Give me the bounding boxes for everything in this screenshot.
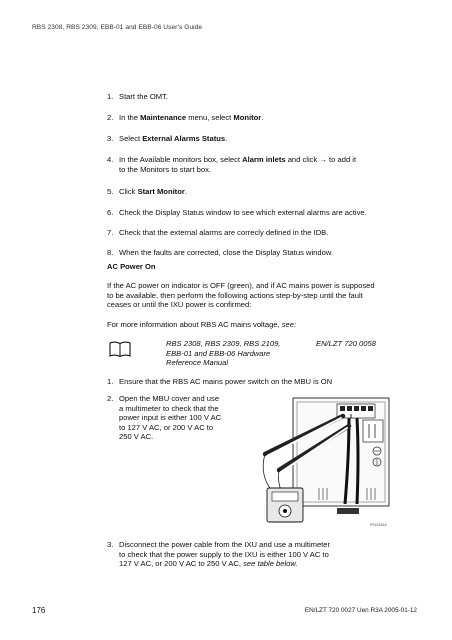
step-line [119, 187, 419, 197]
step-text [119, 248, 419, 258]
step-segment: When the faults are corrected, close the Display Status window. [119, 248, 333, 257]
step-line [119, 134, 419, 144]
step-open-mbu-cover [0, 394, 290, 454]
section-paragraph [107, 281, 427, 310]
step-line [119, 155, 419, 165]
step-line [119, 165, 419, 175]
reference-intro-see: see: [281, 320, 297, 329]
step-text [119, 113, 419, 123]
step-number: 2. [107, 113, 114, 122]
step-segment: Start the OMT. [119, 92, 168, 101]
step-ui-term: Monitor [233, 113, 262, 122]
step-number: 4. [107, 155, 114, 164]
step-number: 3. [107, 540, 114, 549]
step-item [0, 92, 452, 114]
step-line [119, 113, 419, 123]
step-item [0, 134, 452, 156]
step-line: power input is either 100 V AC [119, 413, 222, 423]
step-number: 7. [107, 228, 114, 237]
step-text [119, 208, 419, 218]
step-item [0, 248, 452, 270]
step-ui-term: Start Monitor [137, 187, 185, 196]
step-mbu-switch [0, 377, 452, 389]
reference-title [166, 339, 280, 368]
reference-doc-number: EN/LZT 720 0058 [316, 339, 376, 348]
multimeter-illustration [259, 396, 393, 528]
paragraph-line: to be available, then perform the following actions step-by-step until the fault [107, 290, 363, 300]
document-id: EN/LZT 720 0027 Uen R3A 2005-01-12 [304, 607, 417, 614]
step-line: 250 V AC. [119, 432, 154, 442]
step-line: to check that the power supply to the IXU is either 100 V AC to [119, 549, 329, 559]
step-text [119, 228, 419, 238]
step-text [119, 155, 419, 174]
page-number: 176 [32, 606, 46, 615]
step-segment: . [261, 113, 264, 122]
manual-book-icon [109, 341, 131, 358]
step-ui-term: Alarm inlets [242, 155, 286, 164]
step-item [0, 113, 452, 135]
step-number: 2. [107, 394, 114, 403]
step-item [0, 187, 452, 209]
running-header: RBS 2308, RBS 2309, EBB-01 and EBB-06 User’s Guide [32, 24, 203, 31]
step-segment: to the Monitors to start box. [119, 164, 212, 174]
step-ui-term: Maintenance [140, 113, 187, 122]
step-text: Ensure that the RBS AC mains power switch on the MBU is ON [119, 377, 333, 386]
paragraph-line: If the AC power on indicator is OFF (green), and if AC mains power is supposed [107, 281, 375, 290]
step-number: 3. [107, 134, 114, 143]
step-segment: . [184, 187, 187, 196]
step-segment: menu, select [186, 113, 234, 122]
step-line [119, 92, 419, 102]
paragraph-line: ceases or until the IXU power is confirmed: [107, 300, 252, 310]
step-line-see-table: see table below. [243, 559, 298, 569]
step-segment: Check that the external alarms are correcly defined in the IDB. [119, 228, 329, 237]
step-line [119, 248, 419, 258]
step-line [119, 208, 419, 218]
step-item [0, 228, 452, 250]
reference-intro [107, 320, 296, 330]
step-number: 5. [107, 187, 114, 196]
step-line-text: 127 V AC, or 200 V AC to 250 V AC, [119, 559, 244, 569]
step-disconnect-cable [0, 540, 452, 580]
reference-title-line: EBB-01 and EBB-06 Hardware [166, 348, 271, 358]
section-heading: AC Power On [107, 262, 156, 271]
step-number: 8. [107, 248, 114, 257]
step-text [119, 187, 419, 197]
step-segment: Check the Display Status window to see which external alarms are active. [119, 208, 367, 217]
step-line [119, 228, 419, 238]
step-item [0, 208, 452, 230]
step-item [0, 155, 452, 177]
reference-title-line: Reference Manual [166, 358, 229, 368]
figure-label: P010454A [370, 523, 387, 527]
step-line: to 127 V AC, or 200 V AC to [119, 422, 214, 432]
step-segment: In the [119, 113, 141, 122]
step-number: 6. [107, 208, 114, 217]
step-line: a multimeter to check that the [119, 403, 219, 413]
step-text [119, 134, 419, 144]
step-line: Open the MBU cover and use [119, 394, 220, 403]
step-line [119, 559, 429, 569]
step-line: Disconnect the power cable from the IXU and use a multimeter [119, 540, 331, 549]
step-segment: In the Available monitors box, select [119, 155, 243, 164]
step-ui-term: External Alarms Status [142, 134, 226, 143]
step-number: 1. [107, 377, 114, 386]
reference-intro-text: For more information about RBS AC mains voltage, [107, 320, 282, 329]
step-number: 1. [107, 92, 114, 101]
step-segment: and click → to add it [285, 155, 357, 164]
step-segment: Select [119, 134, 143, 143]
reference-title-line: RBS 2308, RBS 2309, RBS 2109, [166, 339, 281, 348]
step-segment: Click [119, 187, 138, 196]
step-segment: . [225, 134, 228, 143]
step-text [119, 92, 419, 102]
